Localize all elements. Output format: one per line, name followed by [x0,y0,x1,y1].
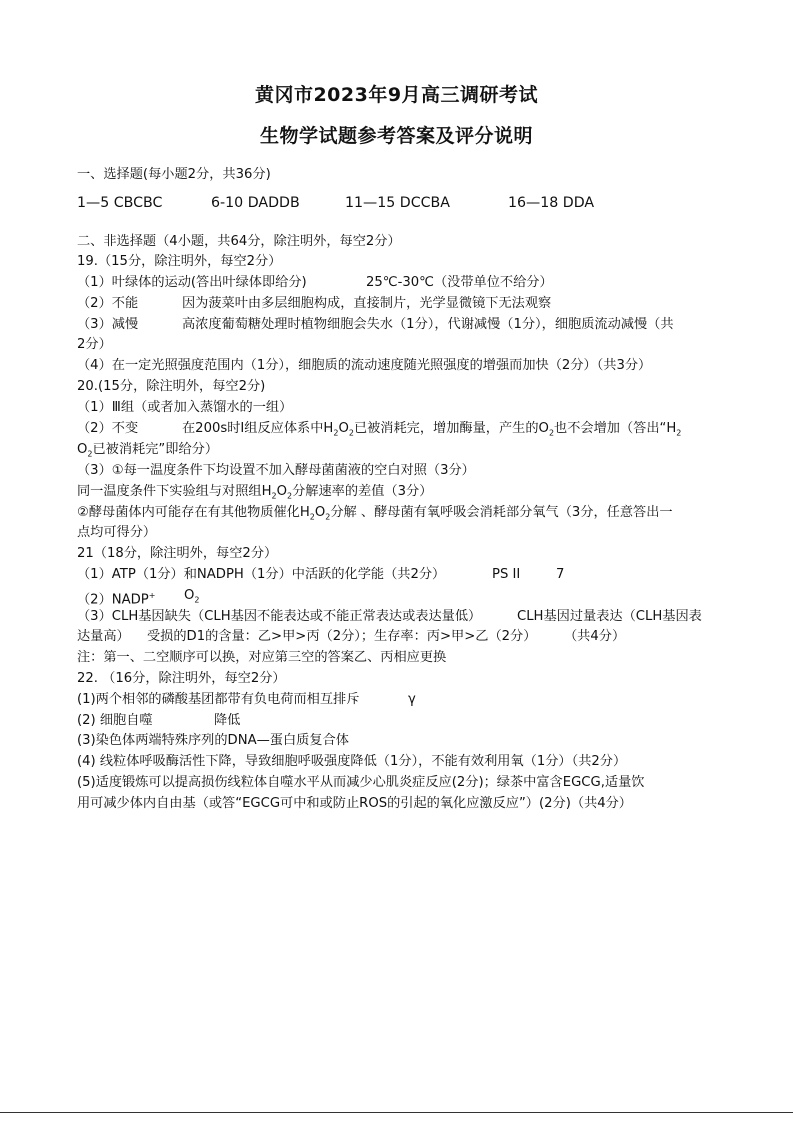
q22-line-2 [77,711,377,731]
q22-header: 22. （16分，除注明外，每空2分） [77,671,286,686]
q22-answer-1b: γ [408,692,416,707]
q20-header: 20.(15分，除注明外，每空2分) [77,379,266,394]
q20-l4-part2: O [276,484,288,499]
q20-l5-part3: 分解 、酵母菌有氧呼吸会消耗部分氧气（3分，任意答出一 [330,505,673,520]
mcq-answer-1-5: 1—5 CBCBC [77,195,163,211]
q20-line-5 [77,503,673,528]
q21-answer-2-sup: + [148,591,156,600]
mcq-answer-16-18: 16—18 DDA [508,195,595,211]
mcq-answer-6-10: 6-10 DADDB [211,195,300,211]
q20-answer-2: （2）不变 [77,421,139,436]
q22-line-4: (4) 线粒体呼吸酶活性下降，导致细胞呼吸强度降低（1分），不能有效利用氧（1分）（共2分） [77,754,627,769]
mcq-answer-11-15: 11—15 DCCBA [345,195,450,211]
q21-answer-1b: PS II [492,567,521,582]
q20-cont-part1: O [77,442,88,457]
q20-answer-2b-part3: 已被消耗完，增加酶量，产生的O [353,421,549,436]
mcq-answers-row [77,193,717,213]
q21-line-1 [77,565,677,585]
q22-line-3: (3)染色体两端特殊序列的DNA—蛋白质复合体 [77,733,349,748]
q19-answer-2b: 因为菠菜叶由多层细胞构成，直接制片，光学显微镜下无法观察 [182,296,552,311]
q22-line-1 [77,690,477,710]
q20-line-1: （1）Ⅲ组（或者加入蒸馏水的一组） [77,400,293,415]
q21-answer-2b-text: O [184,588,195,603]
bottom-rule [0,1112,793,1113]
q21-answer-4a: 达量高） [77,629,130,644]
q20-l4-sub1: 2 [271,491,277,501]
q20-l4-sub2: 2 [287,491,293,501]
q21-answer-2-text: （2）NADP [77,592,149,608]
q20-answer-2b-sub2: 2 [348,428,354,438]
q20-l5-sub2: 2 [325,512,331,522]
q21-answer-3: （3）CLH基因缺失（CLH基因不能表达或不能正常表达或表达量低） [77,609,482,624]
q20-l4-part1: 同一温度条件下实验组与对照组H [77,484,272,499]
q21-answer-3b: CLH基因过量表达（CLH基因表 [517,609,702,624]
q20-line-2 [77,419,717,439]
q22-answer-1: (1)两个相邻的磷酸基团都带有负电荷而相互排斥 [77,692,360,707]
q21-line-3 [77,607,717,627]
q20-l4-part3: 分解速率的差值（3分） [292,484,433,499]
q19-line-1 [77,273,697,293]
q21-header: 21（18分，除注明外，每空2分） [77,546,278,561]
q22-line-6: 用可减少体内自由基（或答“EGCG可中和或防止ROS的引起的氧化应激反应”）(2分)（共4分） [77,796,632,811]
q19-answer-1b: 25℃-30℃（没带单位不给分） [366,275,553,290]
q20-l5-part1: ②酵母菌体内可能存在有其他物质催化H [77,505,310,520]
q20-l5-part2: O [314,505,326,520]
q20-cont-part2: 已被消耗完”即给分） [92,442,219,457]
q19-header: 19.（15分，除注明外，每空2分） [77,254,282,269]
q20-answer-2b-part4: 也不会增加（答出“H [554,421,677,436]
q21-answer-1c: 7 [556,567,565,582]
q19-line-3 [77,315,707,335]
page-subtitle: 生物学试题参考答案及评分说明 [259,125,533,147]
q22-answer-2b: 降低 [214,713,241,728]
q21-answer-2b-sub: 2 [194,595,200,605]
q19-line-2 [77,294,697,314]
q20-answer-2b-sub4: 2 [676,428,682,438]
q19-answer-3b: 高浓度葡萄糖处理时植物细胞会失水（1分），代谢减慢（1分），细胞质流动减慢（共 [182,317,674,332]
q22-answer-2: (2) 细胞自噬 [77,713,153,728]
q20-answer-2b [182,419,681,444]
section1-heading: 一、选择题(每小题2分，共36分) [77,167,271,182]
q21-line-4 [77,627,677,647]
q20-answer-2b-part2: O [338,421,349,436]
q19-answer-3: （3）减慢 [77,317,139,332]
section2-heading: 二、非选择题（4小题，共64分，除注明外，每空2分） [77,234,401,249]
q20-line-3: （3）①每一温度条件下均设置不加入酵母菌菌液的空白对照（3分） [77,463,475,478]
q20-line-6: 点均可得分） [77,525,157,540]
q21-answer-1: （1）ATP（1分）和NADPH（1分）中活跃的化学能（共2分） [77,567,446,582]
q20-l5-sub1: 2 [309,512,315,522]
q19-line-4: （4）在一定光照强度范围内（1分），细胞质的流动速度随光照强度的增强而加快（2分）（共3分） [77,358,652,373]
q19-answer-1: （1）叶绿体的运动(答出叶绿体即给分) [77,275,307,290]
q21-line-2 [77,586,377,606]
q20-answer-2b-sub1: 2 [333,428,339,438]
q21-note: 注：第一、二空顺序可以换，对应第三空的答案乙、丙相应更换 [77,650,447,665]
q21-answer-4c: （共4分） [564,629,626,644]
q20-answer-2b-part1: 在200s时Ⅰ组反应体系中H [182,421,334,436]
q19-answer-2: （2）不能 [77,296,139,311]
q20-answer-2b-sub3: 2 [548,428,555,438]
page-title: 黄冈市2023年9月高三调研考试 [254,84,539,106]
q20-cont-sub1: 2 [87,449,93,459]
q22-line-5: (5)适度锻炼可以提高损伤线粒体自噬水平从而减少心肌炎症反应(2分)；绿茶中富含EGCG,适量饮 [77,775,645,790]
q19-line-3-cont: 2分） [77,337,112,352]
q21-answer-4b: 受损的D1的含量：乙>甲>丙（2分）；生存率：丙>甲>乙（2分） [147,629,537,644]
